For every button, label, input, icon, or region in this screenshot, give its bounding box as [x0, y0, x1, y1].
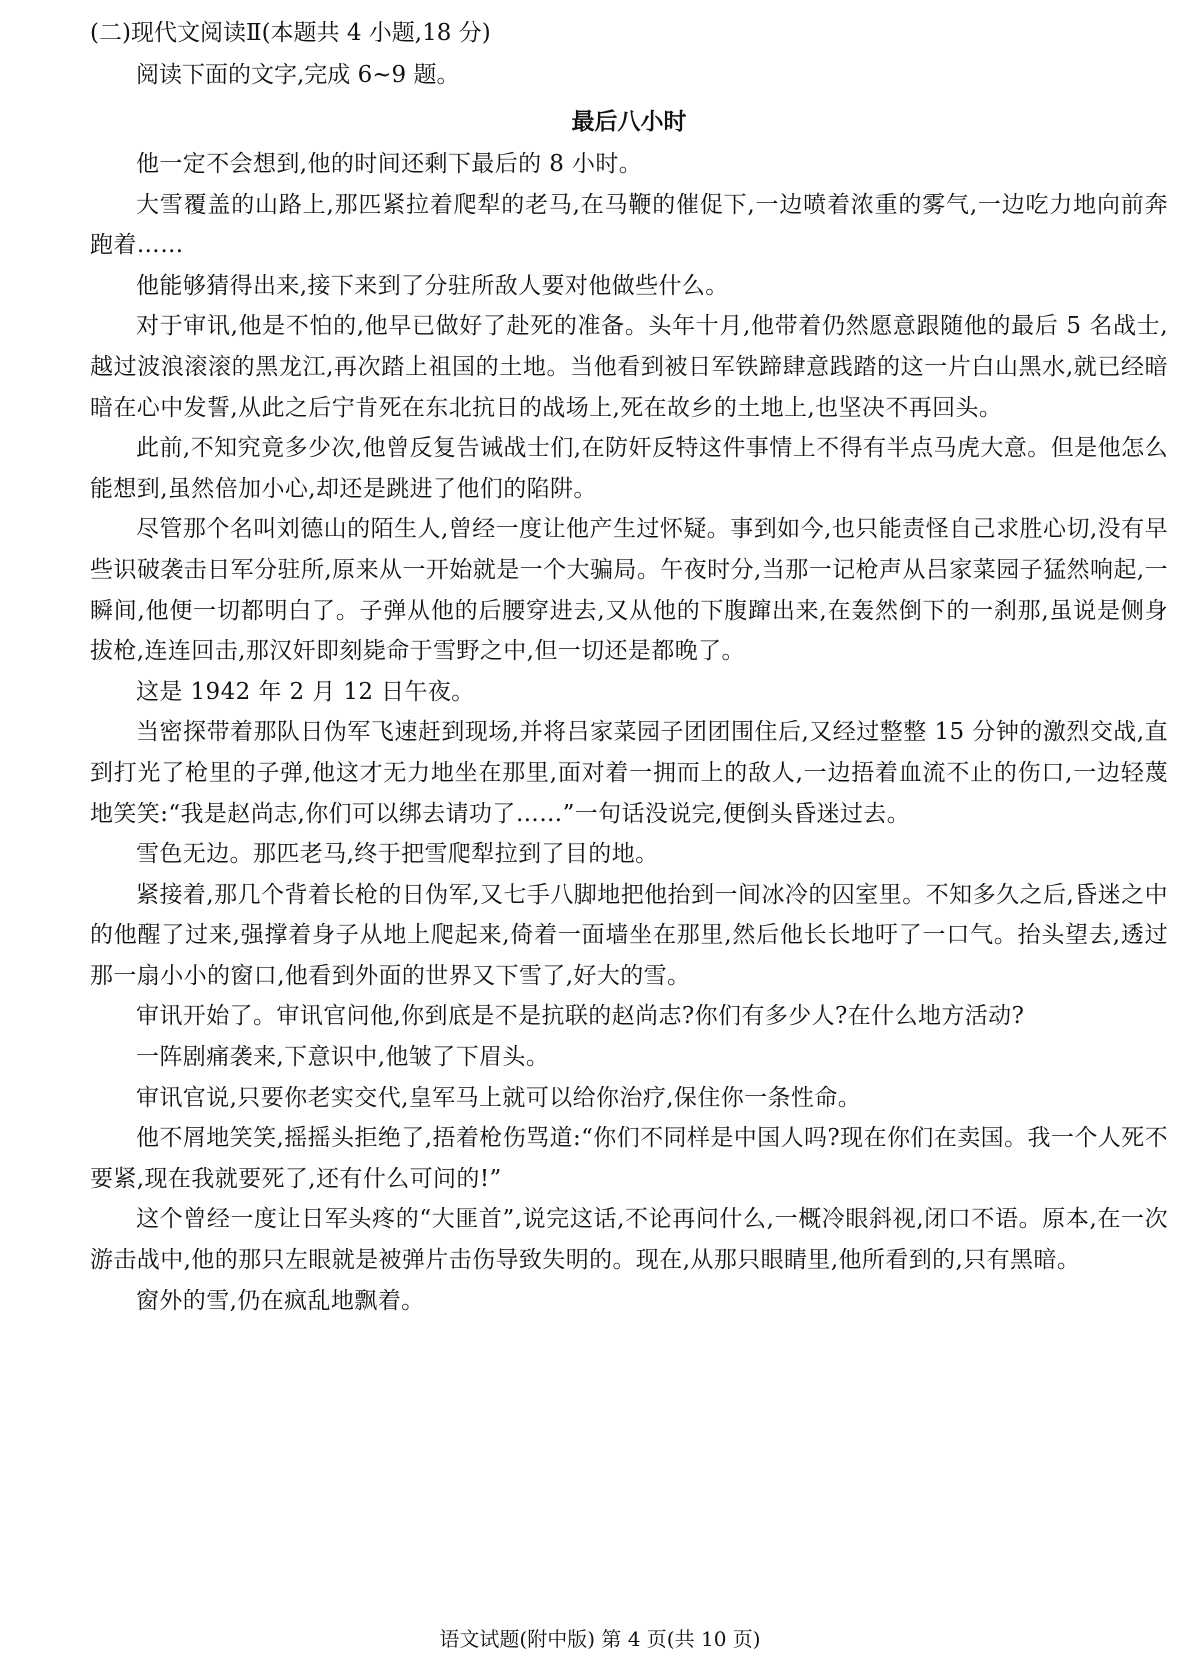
article-title: 最后八小时: [571, 109, 687, 135]
paragraph-5: 此前,不知究竟多少次,他曾反复告诫战士们,在防奸反特这件事情上不得有半点马虎大意。但是他怎么能想到,虽然倍加小心,却还是跳进了他们的陷阱。: [90, 435, 1168, 502]
paragraph-6: 尽管那个名叫刘德山的陌生人,曾经一度让他产生过怀疑。事到如今,也只能责怪自己求胜心切,没有早些识破袭击日军分驻所,原来从一开始就是一个大骗局。午夜时分,当那一记枪声从吕家菜园子猛然响起,一瞬间,他便一切都明白了。子弹从他的后腰穿进去,又从他的下腹蹿出来,在轰然倒下的一刹那,虽说是侧身拔枪,连连回击,那汉奸即刻毙命于雪野之中,但一切还是都晚了。: [90, 516, 1168, 665]
paragraph-16: 窗外的雪,仍在疯乱地飘着。: [136, 1287, 425, 1314]
paragraph-2: 大雪覆盖的山路上,那匹紧拉着爬犁的老马,在马鞭的催促下,一边喷着浓重的雾气,一边吃力地向前奔跑着……: [90, 191, 1168, 259]
paragraph-1: 他一定不会想到,他的时间还剩下最后的 8 小时。: [136, 151, 643, 177]
paragraph-10: 紧接着,那几个背着长枪的日伪军,又七手八脚地把他抬到一间冰冷的囚室里。不知多久之后,昏迷之中的他醒了过来,强撑着身子从地上爬起来,倚着一面墙坐在那里,然后他长长地吁了一口气。抬头望去,透过那一扇小小的窗口,他看到外面的世界又下雪了,好大的雪。: [90, 881, 1168, 989]
paragraph-7: 这是 1942 年 2 月 12 日午夜。: [136, 678, 475, 705]
paragraph-12: 一阵剧痛袭来,下意识中,他皱了下眉头。: [136, 1044, 550, 1071]
paragraph-3: 他能够猜得出来,接下来到了分驻所敌人要对他做些什么。: [136, 272, 729, 299]
paragraph-14: 他不屑地笑笑,摇摇头拒绝了,捂着枪伤骂道:“你们不同样是中国人吗?现在你们在卖国。我一个人死不要紧,现在我就要死了,还有什么可问的!”: [90, 1125, 1168, 1192]
paragraph-9: 雪色无边。那匹老马,终于把雪爬犁拉到了目的地。: [136, 841, 659, 868]
reading-instruction: 阅读下面的文字,完成 6~9 题。: [136, 62, 460, 88]
article-body: [90, 144, 1168, 1321]
paragraph-11: 审讯开始了。审讯官问他,你到底是不是抗联的赵尚志?你们有多少人?在什么地方活动?: [136, 1003, 1025, 1030]
exam-page: [90, 14, 1168, 1321]
page-footer: 语文试题(附中版) 第 4 页(共 10 页): [439, 1627, 761, 1651]
paragraph-15: 这个曾经一度让日军头疼的“大匪首”,说完这话,不论再问什么,一概冷眼斜视,闭口不语。原本,在一次游击战中,他的那只左眼就是被弹片击伤导致失明的。现在,从那只眼睛里,他所看到的,只有黑暗。: [90, 1206, 1168, 1274]
section-header: (二)现代文阅读Ⅱ(本题共 4 小题,18 分): [90, 20, 491, 46]
paragraph-13: 审讯官说,只要你老实交代,皇军马上就可以给你治疗,保住你一条性命。: [136, 1084, 862, 1111]
paragraph-4: 对于审讯,他是不怕的,他早已做好了赴死的准备。头年十月,他带着仍然愿意跟随他的最后 5 名战士,越过波浪滚滚的黑龙江,再次踏上祖国的土地。当他看到被日军铁蹄肆意践踏的这一片白山黑水,就已经暗暗在心中发誓,从此之后宁肯死在东北抗日的战场上,死在故乡的土地上,也坚决不再回头。: [90, 313, 1168, 421]
paragraph-8: 当密探带着那队日伪军飞速赶到现场,并将吕家菜园子团团围住后,又经过整整 15 分钟的激烈交战,直到打光了枪里的子弹,他这才无力地坐在那里,面对着一拥而上的敌人,一边捂着血流不止的伤口,一边轻蔑地笑笑:“我是赵尚志,你们可以绑去请功了……”一句话没说完,便倒头昏迷过去。: [90, 719, 1168, 827]
